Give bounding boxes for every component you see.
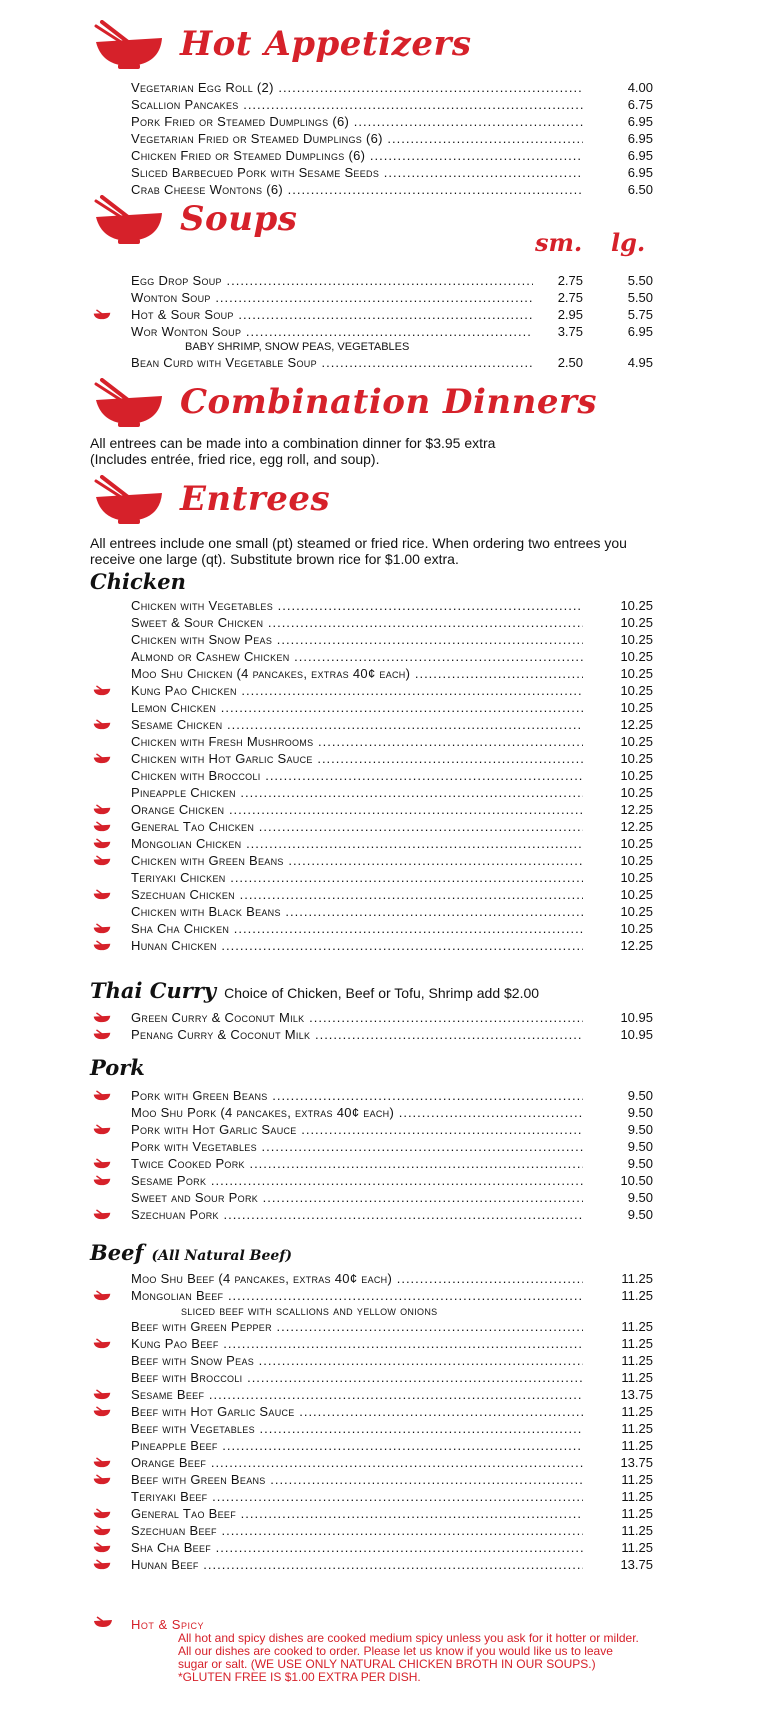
footer-line-2: All our dishes are cooked to order. Please let us know if you would like us to leave: [178, 1644, 613, 1658]
chili-bowl-icon: [93, 922, 111, 934]
thai-curry-heading: [90, 978, 539, 1003]
menu-item: [93, 130, 653, 147]
menu-item: [93, 767, 653, 784]
chili-bowl-icon: [93, 1541, 111, 1553]
item-name: Moo Shu Beef (4 pancakes, extras 40¢ each) .....: [131, 1270, 583, 1287]
item-price: 11.25: [621, 1353, 653, 1368]
menu-item: [93, 1087, 653, 1104]
soups-list: [93, 272, 653, 371]
chili-bowl-icon: [93, 1558, 111, 1570]
menu-item: [93, 1403, 653, 1420]
menu-item: [93, 1437, 653, 1454]
item-price: 9.50: [627, 1156, 653, 1171]
item-name: Egg Drop Soup .....: [131, 272, 533, 289]
chili-bowl-icon: [94, 1616, 112, 1629]
item-price-small: 2.75: [557, 273, 583, 288]
footer-notes: [178, 1632, 698, 1684]
menu-item: [93, 597, 653, 614]
chili-bowl-icon: [93, 718, 111, 730]
menu-item: [93, 1270, 653, 1287]
item-price: 10.25: [620, 598, 653, 613]
chili-bowl-icon: [93, 837, 111, 849]
menu-item: [93, 1522, 653, 1539]
item-price: 10.25: [620, 904, 653, 919]
menu-item: [93, 272, 653, 289]
item-name: Moo Shu Pork (4 pancakes, extras 40¢ each) .....: [131, 1104, 583, 1121]
item-name: Pork with Vegetables .....: [131, 1138, 583, 1155]
item-price-large: 5.50: [627, 290, 653, 305]
item-name: Beef with Hot Garlic Sauce .....: [131, 1403, 583, 1420]
item-price: 10.25: [620, 785, 653, 800]
item-price-small: 3.75: [557, 324, 583, 339]
item-name: Bean Curd with Vegetable Soup .....: [131, 354, 533, 371]
menu-item: [93, 869, 653, 886]
menu-item: [93, 1505, 653, 1522]
soups-small-header: sm.: [535, 228, 583, 257]
menu-item: [93, 614, 653, 631]
chili-bowl-icon: [93, 1456, 111, 1468]
chili-bowl-icon: [93, 1405, 111, 1417]
menu-item: [93, 96, 653, 113]
item-name: General Tao Beef .....: [131, 1505, 583, 1522]
menu-item: [93, 1206, 653, 1223]
item-name: Moo Shu Chicken (4 pancakes, extras 40¢ each) .....: [131, 665, 583, 682]
item-name: Sliced Barbecued Pork with Sesame Seeds .....: [131, 164, 583, 181]
item-price: 9.50: [627, 1139, 653, 1154]
item-name: Pineapple Chicken .....: [131, 784, 583, 801]
item-name: Sesame Beef .....: [131, 1386, 583, 1403]
item-note: BABY SHRIMP, SNOW PEAS, VEGETABLES: [185, 341, 410, 353]
chili-bowl-icon: [93, 1089, 111, 1101]
item-price-small: 2.50: [557, 355, 583, 370]
chili-bowl-icon: [93, 1507, 111, 1519]
menu-item: [93, 306, 653, 323]
item-price: 6.95: [627, 131, 653, 146]
pork-title: Pork: [90, 1055, 145, 1080]
menu-item: [93, 1454, 653, 1471]
item-name: Almond or Cashew Chicken .....: [131, 648, 583, 665]
bowl-chopsticks-icon: [94, 20, 164, 76]
item-name: Chicken with Snow Peas .....: [131, 631, 583, 648]
item-note-row: [93, 340, 653, 354]
menu-item: [93, 801, 653, 818]
item-name: Pork Fried or Steamed Dumplings (6) .....: [131, 113, 583, 130]
menu-item: [93, 886, 653, 903]
item-name: Beef with Broccoli .....: [131, 1369, 583, 1386]
item-price: 10.25: [620, 683, 653, 698]
item-name: Green Curry & Coconut Milk .....: [131, 1009, 583, 1026]
item-name: Szechuan Chicken .....: [131, 886, 583, 903]
menu-item: [93, 1556, 653, 1573]
entrees-description: [90, 535, 627, 567]
item-price: 6.75: [627, 97, 653, 112]
chili-bowl-icon: [93, 1208, 111, 1220]
item-note-row: [93, 1304, 653, 1318]
pork-heading: [90, 1055, 145, 1080]
chili-bowl-icon: [93, 752, 111, 764]
item-price: 11.25: [621, 1336, 653, 1351]
chili-bowl-icon: [93, 888, 111, 900]
item-price: 9.50: [627, 1122, 653, 1137]
item-name: Hunan Chicken .....: [131, 937, 583, 954]
beef-heading: [90, 1240, 292, 1265]
footer-line-1: All hot and spicy dishes are cooked medium spicy unless you ask for it hotter or milder.: [178, 1631, 639, 1645]
item-price: 13.75: [620, 1387, 653, 1402]
menu-item: [93, 784, 653, 801]
menu-item: [93, 1335, 653, 1352]
item-price: 10.25: [620, 632, 653, 647]
item-price: 10.25: [620, 836, 653, 851]
chicken-list: [93, 597, 653, 954]
item-name: Chicken with Fresh Mushrooms .....: [131, 733, 583, 750]
soups-large-header: lg.: [611, 228, 646, 257]
item-name: Mongolian Beef .....: [131, 1287, 583, 1304]
item-name: Crab Cheese Wontons (6) .....: [131, 181, 583, 198]
item-name: Vegetarian Egg Roll (2) .....: [131, 79, 583, 96]
menu-item: [93, 1369, 653, 1386]
menu-item: [93, 648, 653, 665]
menu-item: [93, 323, 653, 340]
chili-bowl-icon: [93, 1028, 111, 1040]
menu-item: [93, 631, 653, 648]
item-name: Chicken with Vegetables .....: [131, 597, 583, 614]
item-price: 9.50: [627, 1105, 653, 1120]
item-name: Sesame Pork .....: [131, 1172, 583, 1189]
chili-bowl-icon: [93, 939, 111, 951]
item-name: Sweet & Sour Chicken .....: [131, 614, 583, 631]
chili-bowl-icon: [93, 1123, 111, 1135]
item-price: 9.50: [627, 1190, 653, 1205]
menu-item: [93, 1104, 653, 1121]
hot-spicy-label: Hot & Spicy: [131, 1617, 204, 1632]
item-price: 6.95: [627, 165, 653, 180]
item-price: 10.50: [620, 1173, 653, 1188]
menu-item: [93, 181, 653, 198]
item-price: 11.25: [621, 1523, 653, 1538]
item-price: 10.95: [620, 1027, 653, 1042]
item-price: 9.50: [627, 1088, 653, 1103]
item-price: 10.25: [620, 853, 653, 868]
thai-curry-note: Choice of Chicken, Beef or Tofu, Shrimp add $2.00: [224, 985, 540, 1001]
item-price: 12.25: [620, 819, 653, 834]
menu-item: [93, 937, 653, 954]
chili-bowl-icon: [93, 1174, 111, 1186]
menu-item: [93, 79, 653, 96]
menu-item: [93, 1172, 653, 1189]
item-name: Chicken with Black Beans .....: [131, 903, 583, 920]
entrees-line-1: All entrees include one small (pt) steamed or fried rice. When ordering two entrees you: [90, 535, 627, 551]
item-name: Sha Cha Beef .....: [131, 1539, 583, 1556]
menu-item: [93, 852, 653, 869]
menu-item: [93, 716, 653, 733]
bowl-chopsticks-icon: [94, 195, 164, 251]
item-price: 11.25: [621, 1421, 653, 1436]
item-price: 10.25: [620, 615, 653, 630]
item-name: Szechuan Pork .....: [131, 1206, 583, 1223]
chicken-heading: [90, 569, 186, 594]
menu-item: [93, 1189, 653, 1206]
item-price: 10.25: [620, 700, 653, 715]
chili-bowl-icon: [93, 1524, 111, 1536]
item-price-large: 5.50: [627, 273, 653, 288]
item-name: Chicken Fried or Steamed Dumplings (6) .....: [131, 147, 583, 164]
chili-bowl-icon: [93, 308, 111, 320]
item-name: Mongolian Chicken .....: [131, 835, 583, 852]
item-name: Pork with Green Beans .....: [131, 1087, 583, 1104]
menu-item: [93, 113, 653, 130]
menu-item: [93, 1318, 653, 1335]
item-price: 10.95: [620, 1010, 653, 1025]
menu-item: [93, 1386, 653, 1403]
item-name: Chicken with Green Beans .....: [131, 852, 583, 869]
item-name: Beef with Green Beans .....: [131, 1471, 583, 1488]
item-name: Sha Cha Chicken .....: [131, 920, 583, 937]
chili-bowl-icon: [93, 820, 111, 832]
item-price: 13.75: [620, 1455, 653, 1470]
menu-item: [93, 1420, 653, 1437]
menu-item: [93, 835, 653, 852]
chicken-title: Chicken: [90, 569, 186, 594]
menu-item: [93, 818, 653, 835]
menu-item: [93, 1352, 653, 1369]
item-name: Hunan Beef .....: [131, 1556, 583, 1573]
item-name: Beef with Vegetables .....: [131, 1420, 583, 1437]
item-price: 11.25: [621, 1370, 653, 1385]
item-name: Lemon Chicken .....: [131, 699, 583, 716]
menu-item: [93, 733, 653, 750]
item-name: Sweet and Sour Pork .....: [131, 1189, 583, 1206]
item-price: 10.25: [620, 887, 653, 902]
menu-item: [93, 289, 653, 306]
item-name: General Tao Chicken .....: [131, 818, 583, 835]
combination-title: Combination Dinners: [180, 382, 598, 422]
item-price-large: 4.95: [627, 355, 653, 370]
item-price: 11.25: [621, 1319, 653, 1334]
item-price: 11.25: [621, 1506, 653, 1521]
item-price: 11.25: [621, 1472, 653, 1487]
item-price: 6.95: [627, 148, 653, 163]
menu-item: [93, 682, 653, 699]
item-price: 10.25: [620, 751, 653, 766]
item-name: Beef with Green Pepper .....: [131, 1318, 583, 1335]
chili-bowl-icon: [93, 684, 111, 696]
item-name: Kung Pao Beef .....: [131, 1335, 583, 1352]
item-price: 12.25: [620, 802, 653, 817]
item-price: 12.25: [620, 717, 653, 732]
item-price-small: 2.75: [557, 290, 583, 305]
item-name: Kung Pao Chicken .....: [131, 682, 583, 699]
item-name: Twice Cooked Pork .....: [131, 1155, 583, 1172]
item-price: 6.95: [627, 114, 653, 129]
bowl-chopsticks-icon: [94, 475, 164, 531]
menu-item: [93, 750, 653, 767]
item-name: Teriyaki Beef .....: [131, 1488, 583, 1505]
item-price: 13.75: [620, 1557, 653, 1572]
menu-item: [93, 164, 653, 181]
item-price: 6.50: [627, 182, 653, 197]
item-name: Szechuan Beef .....: [131, 1522, 583, 1539]
item-name: Wor Wonton Soup .....: [131, 323, 533, 340]
menu-item: [93, 699, 653, 716]
chili-bowl-icon: [93, 803, 111, 815]
menu-item: [93, 1009, 653, 1026]
menu-item: [93, 354, 653, 371]
combination-line-2: (Includes entrée, fried rice, egg roll, and soup).: [90, 451, 380, 467]
item-price: 10.25: [620, 921, 653, 936]
item-price: 10.25: [620, 734, 653, 749]
chili-bowl-icon: [93, 1157, 111, 1169]
thai-curry-list: [93, 1009, 653, 1043]
footer-line-4: *GLUTEN FREE IS $1.00 EXTRA PER DISH.: [178, 1670, 421, 1684]
bowl-chopsticks-icon: [94, 378, 164, 434]
item-name: Orange Chicken .....: [131, 801, 583, 818]
chili-bowl-icon: [93, 854, 111, 866]
menu-item: [93, 903, 653, 920]
item-name: Chicken with Broccoli .....: [131, 767, 583, 784]
item-name: Beef with Snow Peas .....: [131, 1352, 583, 1369]
item-name: Hot & Sour Soup .....: [131, 306, 533, 323]
item-name: Orange Beef .....: [131, 1454, 583, 1471]
item-price-small: 2.95: [557, 307, 583, 322]
thai-curry-title: Thai Curry: [90, 978, 217, 1003]
item-note: sliced beef with scallions and yellow onions: [181, 1303, 438, 1318]
item-name: Pineapple Beef .....: [131, 1437, 583, 1454]
entrees-title: Entrees: [180, 479, 331, 519]
item-price: 11.25: [621, 1271, 653, 1286]
item-name: Pork with Hot Garlic Sauce .....: [131, 1121, 583, 1138]
item-price: 4.00: [627, 80, 653, 95]
combination-description: [90, 435, 495, 467]
entrees-line-2: receive one large (qt). Substitute brown rice for $1.00 extra.: [90, 551, 459, 567]
item-price: 11.25: [621, 1540, 653, 1555]
item-name: Teriyaki Chicken .....: [131, 869, 583, 886]
item-price: 11.25: [621, 1489, 653, 1504]
menu-item: [93, 665, 653, 682]
item-price: 10.25: [620, 768, 653, 783]
item-price: 11.25: [621, 1438, 653, 1453]
item-name: Wonton Soup .....: [131, 289, 533, 306]
item-name: Penang Curry & Coconut Milk .....: [131, 1026, 583, 1043]
appetizers-title: Hot Appetizers: [180, 24, 472, 64]
item-price: 12.25: [620, 938, 653, 953]
menu-item: [93, 1138, 653, 1155]
item-price: 11.25: [621, 1404, 653, 1419]
appetizers-list: [93, 79, 653, 198]
menu-item: [93, 1155, 653, 1172]
chili-bowl-icon: [93, 1473, 111, 1485]
beef-subtitle: (All Natural Beef): [151, 1248, 292, 1264]
menu-item: [93, 1121, 653, 1138]
item-price: 10.25: [620, 649, 653, 664]
beef-list: [93, 1270, 653, 1573]
item-price-large: 5.75: [627, 307, 653, 322]
beef-title: Beef: [90, 1240, 144, 1265]
menu-item: [93, 1471, 653, 1488]
item-price: 11.25: [621, 1288, 653, 1303]
menu-item: [93, 920, 653, 937]
footer-line-3: sugar or salt. (WE USE ONLY NATURAL CHICKEN BROTH IN OUR SOUPS.): [178, 1657, 596, 1671]
menu-item: [93, 1026, 653, 1043]
combination-line-1: All entrees can be made into a combination dinner for $3.95 extra: [90, 435, 496, 451]
item-name: Sesame Chicken .....: [131, 716, 583, 733]
menu-item: [93, 147, 653, 164]
item-name: Scallion Pancakes .....: [131, 96, 583, 113]
soups-title: Soups: [180, 199, 298, 239]
menu-item: [93, 1287, 653, 1304]
item-price-large: 6.95: [627, 324, 653, 339]
menu-item: [93, 1539, 653, 1556]
chili-bowl-icon: [93, 1011, 111, 1023]
chili-bowl-icon: [93, 1337, 111, 1349]
item-name: Vegetarian Fried or Steamed Dumplings (6) .....: [131, 130, 583, 147]
chili-bowl-icon: [93, 1388, 111, 1400]
chili-bowl-icon: [93, 1289, 111, 1301]
item-price: 10.25: [620, 666, 653, 681]
item-price: 10.25: [620, 870, 653, 885]
menu-item: [93, 1488, 653, 1505]
item-price: 9.50: [627, 1207, 653, 1222]
item-name: Chicken with Hot Garlic Sauce .....: [131, 750, 583, 767]
pork-list: [93, 1087, 653, 1223]
